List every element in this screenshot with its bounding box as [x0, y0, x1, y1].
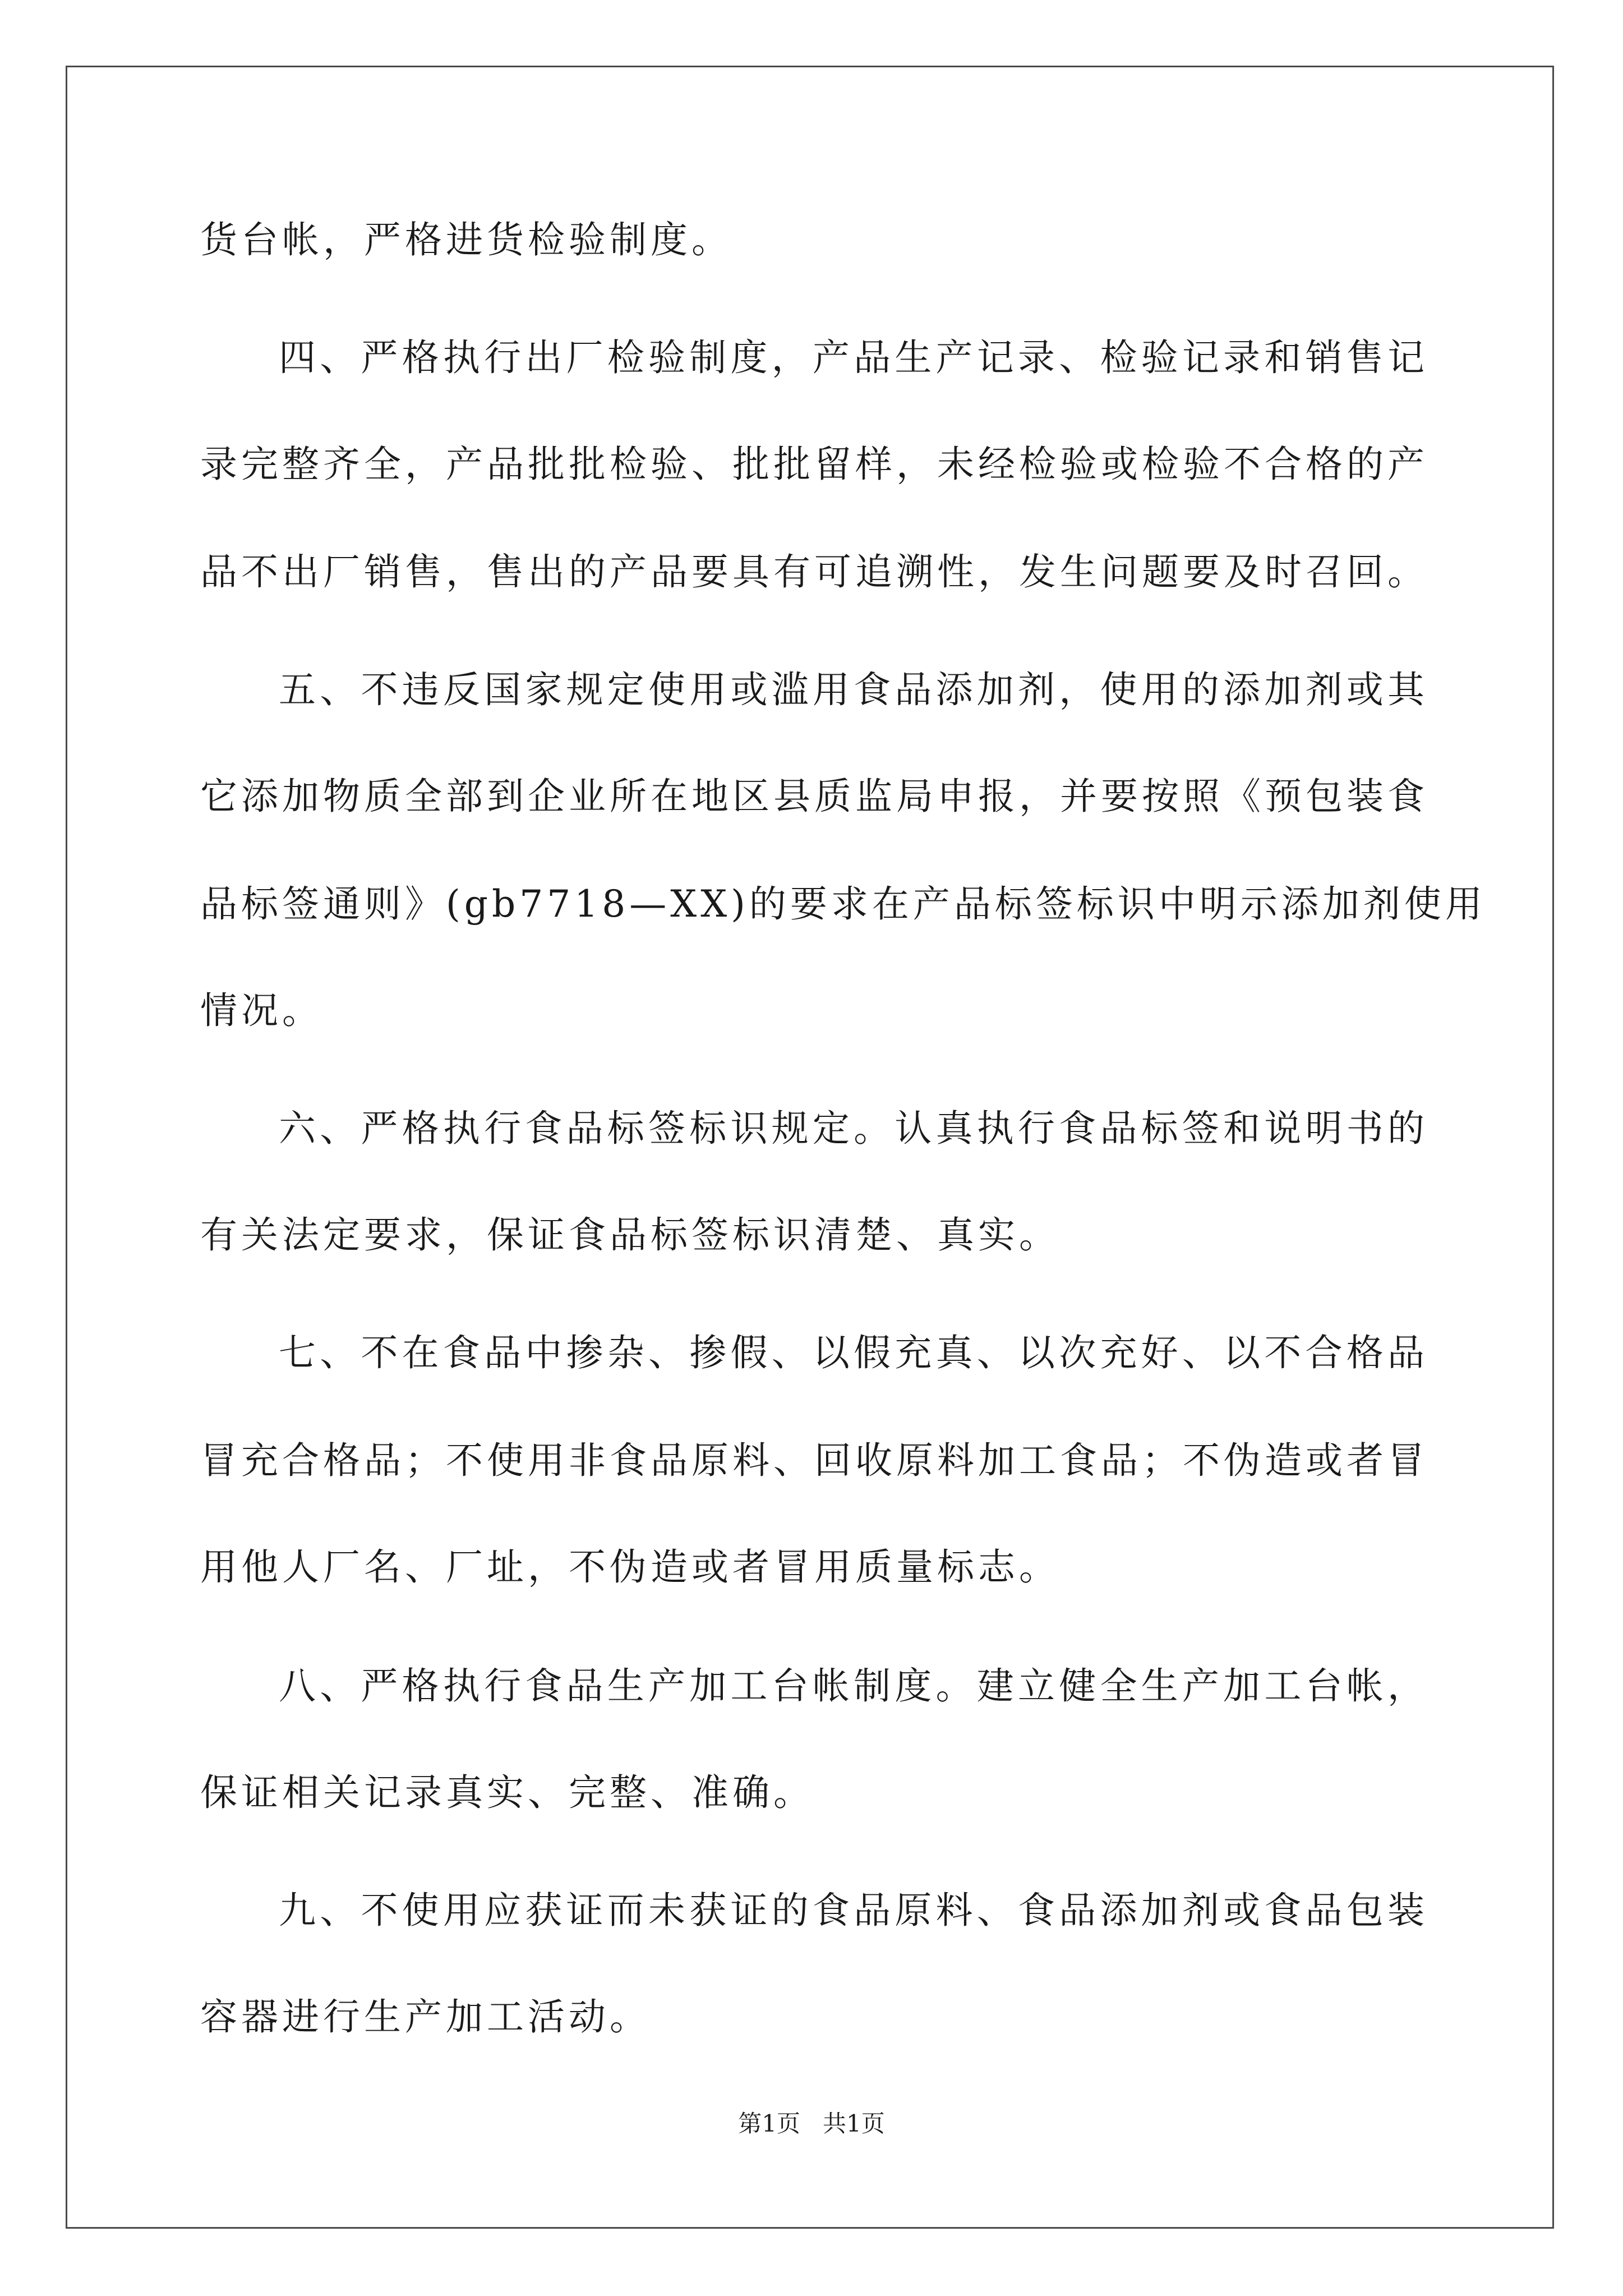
paragraph-7-line-2: 冒充合格品；不使用非食品原料、回收原料加工食品；不伪造或者冒	[200, 1439, 1428, 1482]
page-footer	[0, 2107, 1623, 2141]
total-pages: 共1页	[823, 2110, 885, 2137]
paragraph-6-line-2: 有关法定要求，保证食品标签标识清楚、真实。	[200, 1213, 1060, 1257]
paragraph-5-line-2: 它添加物质全部到企业所在地区县质监局申报，并要按照《预包装食	[200, 775, 1428, 818]
paragraph-8-line-1: 八、严格执行食品生产加工台帐制度。建立健全生产加工台帐，	[279, 1664, 1428, 1708]
paragraph-4-line-1: 四、严格执行出厂检验制度，产品生产记录、检验记录和销售记	[279, 336, 1428, 379]
paragraph-8-line-2: 保证相关记录真实、完整、准确。	[200, 1771, 814, 1814]
paragraph-5-line-3: 品标签通则》(gb7718—XX)的要求在产品标签标识中明示添加剂使用	[200, 882, 1486, 926]
paragraph-4-line-3: 品不出厂销售，售出的产品要具有可追溯性，发生问题要及时召回。	[200, 550, 1428, 593]
paragraph-7-line-3: 用他人厂名、厂址，不伪造或者冒用质量标志。	[200, 1545, 1060, 1589]
paragraph-5-line-4: 情况。	[200, 989, 323, 1032]
paragraph-4-line-2: 录完整齐全，产品批批检验、批批留样，未经检验或检验不合格的产	[200, 443, 1428, 486]
page-number: 第1页	[738, 2110, 800, 2137]
paragraph-9-line-1: 九、不使用应获证而未获证的食品原料、食品添加剂或食品包装	[279, 1889, 1428, 1932]
paragraph-7-line-1: 七、不在食品中掺杂、掺假、以假充真、以次充好、以不合格品	[279, 1331, 1428, 1374]
paragraph-6-line-1: 六、严格执行食品标签标识规定。认真执行食品标签和说明书的	[279, 1107, 1428, 1150]
paragraph-5-line-1: 五、不违反国家规定使用或滥用食品添加剂，使用的添加剂或其	[279, 668, 1428, 711]
paragraph-9-line-2: 容器进行生产加工活动。	[200, 1995, 651, 2039]
text-line: 货台帐，严格进货检验制度。	[200, 218, 732, 261]
